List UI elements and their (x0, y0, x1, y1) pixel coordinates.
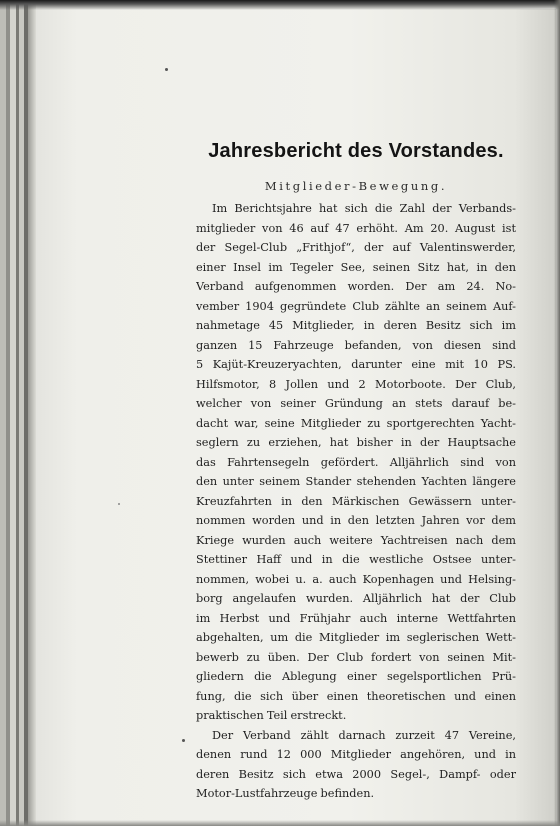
text-line: Verband aufgenommen worden. Der am 24. No- (196, 280, 516, 293)
text-line: den unter seinem Stander stehenden Yachten längere (196, 475, 516, 488)
text-line: im Herbst und Frühjahr auch interne Wettfahrten (196, 611, 516, 625)
section-heading: Mitglieder-Bewegung. (264, 179, 448, 193)
text-line: Kriege wurden auch weitere Yachtreisen nach dem (196, 533, 516, 547)
text-line: 5 Kajüt-Kreuzeryachten, darunter eine mit 10 PS. (196, 358, 516, 371)
text-line: Hilfsmotor, 8 Jollen und 2 Motorboote. Der Club, (196, 377, 516, 391)
text-line: dacht war, seine Mitglieder zu sportgerechten Yacht- (196, 416, 516, 430)
text-line: abgehalten, um die Mitglieder im seglerischen Wett- (196, 631, 516, 644)
text-line: Im Berichtsjahre hat sich die Zahl der Verbands- (212, 202, 516, 215)
right-edge-shadow (554, 0, 560, 826)
text-block (196, 138, 516, 804)
text-line: Der Verband zählt darnach zurzeit 47 Vereine, (212, 728, 516, 742)
text-line: fung, die sich über einen theoretischen und einen (196, 689, 516, 703)
text-line: bewerb zu üben. Der Club fordert von seinen Mit- (196, 650, 516, 664)
text-line: Kreuzfahrten in den Märkischen Gewässern unter- (196, 494, 516, 508)
text-line: praktischen Teil erstreckt. (196, 709, 347, 722)
page-title: Jahresbericht des Vorstandes. (208, 140, 504, 162)
page-gutter-shadow (28, 0, 36, 826)
text-line: nommen worden und in den letzten Jahren vor dem (196, 514, 516, 527)
text-line: welcher von seiner Gründung an stets darauf be- (196, 397, 516, 410)
text-line: ganzen 15 Fahrzeuge befanden, von diesen sind (196, 338, 516, 352)
body-text (196, 199, 516, 804)
paper-speck (165, 68, 168, 71)
text-line: nahmetage 45 Mitglieder, in deren Besitz sich im (196, 319, 516, 332)
paragraph (196, 726, 516, 804)
text-line: borg angelaufen wurden. Alljährlich hat der Club (196, 592, 516, 605)
text-line: deren Besitz sich etwa 2000 Segel-, Dampf- oder (196, 767, 516, 781)
text-line: Stettiner Haff und in die westliche Ostsee unter- (196, 553, 516, 566)
text-line: vember 1904 gegründete Club zählte an seinem Auf- (196, 299, 516, 313)
text-line: gliedern die Ablegung einer segelsportlichen Prü- (196, 670, 516, 683)
top-edge-shadow (0, 0, 560, 10)
paper-speck (182, 739, 185, 742)
text-line: Motor-Lustfahrzeuge befinden. (196, 787, 375, 800)
paper-speck (118, 503, 120, 505)
bottom-edge-shadow (0, 820, 560, 826)
text-line: das Fahrtensegeln gefördert. Alljährlich sind von (196, 455, 516, 469)
text-line: denen rund 12 000 Mitglieder angehören, und in (196, 748, 516, 761)
text-line: der Segel-Club „Frithjof“, der auf Valentinswerder, (196, 241, 516, 254)
paragraph (196, 199, 516, 726)
text-line: seglern zu erziehen, hat bisher in der Hauptsache (196, 436, 516, 449)
text-line: einer Insel im Tegeler See, seinen Sitz hat, in den (196, 260, 516, 274)
text-line: mitglieder von 46 auf 47 erhöht. Am 20. August ist (196, 221, 516, 235)
text-line: nommen, wobei u. a. auch Kopenhagen und Helsing- (196, 572, 516, 586)
